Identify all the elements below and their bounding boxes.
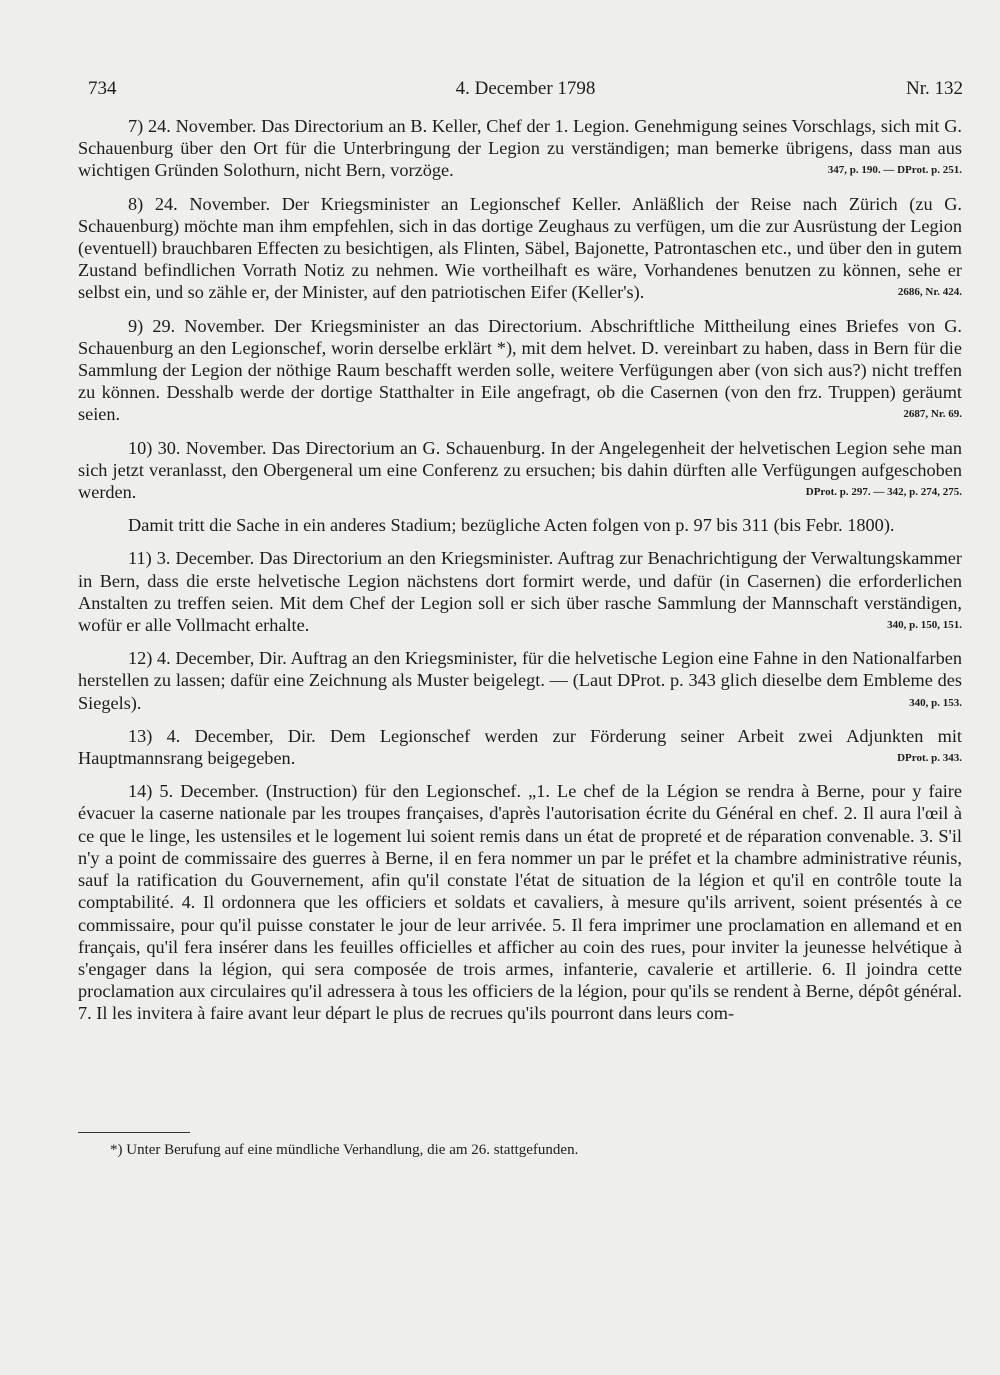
entry-text: 8) 24. November. Der Kriegsminister an Legionschef Keller. Anläßlich der Reise nach Zürich (zu G. Schauenburg) möchte man ihm empfehlen, sich in das dortige Zeughaus zu verfügen, um die zur Ausrüstung der Legion (eventuell) brauchbaren Effecten zu besichtigen, als Flinten, Säbel, Bajonette, Patrontaschen etc., und über den in gutem Zustand befindlichen Vorrath Notiz zu nehmen. Wie vortheilhaft es wäre, Vorhandenes benutzen zu können, sehe er selbst ein, und so zähle er, der Minister, auf den patriotischen Eifer (Keller's).	[78, 193, 962, 303]
entry-14	[78, 780, 962, 1024]
page-header	[88, 78, 963, 108]
header-date: 4. December 1798	[455, 78, 596, 99]
archive-reference: 340, p. 153.	[909, 696, 962, 709]
archive-reference: 2686, Nr. 424.	[897, 286, 962, 299]
entry-text: Damit tritt die Sache in ein anderes Stadium; bezügliche Acten folgen von p. 97 bis 311 (bis Febr. 1800).	[128, 515, 895, 536]
archive-reference: 340, p. 150, 151.	[887, 619, 962, 632]
page-number: 734	[88, 78, 117, 99]
transition-note	[78, 514, 962, 536]
entry-text: 11) 3. December. Das Directorium an den Kriegsminister. Auftrag zur Benachrichtigung der Verwaltungskammer in Bern, dass die erste helvetische Legion nächstens dort formirt werde, und dafür (in Casernen) die erforderlichen Anstalten zu treffen seien. Mit dem Chef der Legion soll er sich über rasche Sammlung der Mannschaft verständigen, wofür er alle Vollmacht erhalte.	[78, 548, 962, 636]
entry-text: 10) 30. November. Das Directorium an G. Schauenburg. In der Angelegenheit der helvetischen Legion sehe man sich jetzt veranlasst, den Obergeneral um eine Conferenz zu ersuchen; bis dahin dürften alle Verfügungen aufgeschoben werden.	[78, 437, 962, 503]
archive-reference: 347, p. 190. — DProt. p. 251.	[827, 164, 962, 177]
entry-text: 13) 4. December, Dir. Dem Legionschef werden zur Förderung seiner Arbeit zwei Adjunkten mit Hauptmannsrang beigegeben.	[78, 725, 962, 769]
archive-reference: DProt. p. 297. — 342, p. 274, 275.	[805, 486, 962, 499]
entry-text: 9) 29. November. Der Kriegsminister an das Directorium. Abschriftliche Mittheilung eines Briefes von G. Schauenburg an den Legionschef, worin derselbe erklärt *), mit dem helvet. D. vereinbart zu haben, dass in Bern für die Sammlung der Legion der nöthige Raum beschafft werden solle, weitere Verfügungen aber (von sich aus?) nicht treffen zu können. Desshalb werde der dortige Statthalter in Eile angefragt, ob die Casernen (von den frz. Truppen) geräumt seien.	[78, 315, 962, 425]
entry-7	[78, 115, 962, 182]
entry-text: 12) 4. December, Dir. Auftrag an den Kriegsminister, für die helvetische Legion eine Fahne in den Nationalfarben herstellen zu lassen; dafür eine Zeichnung als Muster beigelegt. — (Laut DProt. p. 343 glich dieselbe dem Embleme des Siegels).	[78, 648, 962, 713]
entry-text: 7) 24. November. Das Directorium an B. Keller, Chef der 1. Legion. Genehmigung seines Vorschlags, sich mit G. Schauenburg über den Ort für die Unterbringung der Legion zu verständigen; man bemerke übrigens, dass man aus wichtigen Gründen Solothurn, nicht Bern, vorzöge.	[78, 116, 962, 181]
entry-13	[78, 725, 962, 769]
entry-12	[78, 647, 962, 714]
document-body	[78, 115, 962, 1036]
entry-10	[78, 437, 962, 504]
document-number: Nr. 132	[906, 78, 963, 99]
archive-reference: 2687, Nr. 69.	[903, 408, 962, 421]
entry-11	[78, 547, 962, 636]
entry-8	[78, 193, 962, 304]
entry-text: 14) 5. December. (Instruction) für den Legionschef. „1. Le chef de la Légion se rendra à Berne, pour y faire évacuer la caserne nationale par les troupes françaises, d'après l'autorisation écrite du Général en chef. 2. Il aura l'œil à ce que le linge, les ustensiles et le logement lui soient remis dans un état de propreté et de réparation convenable. 3. S'il n'y a point de commissaire des guerres à Berne, il en fera nommer un par le préfet et la chambre administrative réunis, sauf la ratification du Gouvernement, afin qu'il constate l'état de situation de la légion et qu'il en contrôle toute la comptabilité. 4. Il ordonnera que les officiers et soldats et cavaliers, à mesure qu'ils arrivent, soient présentés à ce commissaire, pour qu'il puisse constater le jour de leur arrivée. 5. Il fera imprimer une proclamation en allemand et en français, qu'il fera insérer dans les feuilles officielles et afficher au coin des rues, pour inviter la jeunesse helvétique à s'engager dans la légion, qui sera composée de trois armes, infanterie, cavalerie et artillerie. 6. Il joindra cette proclamation aux circulaires qu'il adressera à tous les officiers de la légion, pour qu'ils se rendent à Berne, dépôt général. 7. Il les invitera à faire avant leur départ le plus de recrues qu'ils pourront dans leurs com-	[78, 781, 962, 1024]
archive-reference: DProt. p. 343.	[897, 752, 962, 765]
entry-9	[78, 315, 962, 426]
footnote-divider	[78, 1132, 190, 1133]
footnote: *) Unter Berufung auf eine mündliche Verhandlung, die am 26. stattgefunden.	[110, 1142, 579, 1158]
